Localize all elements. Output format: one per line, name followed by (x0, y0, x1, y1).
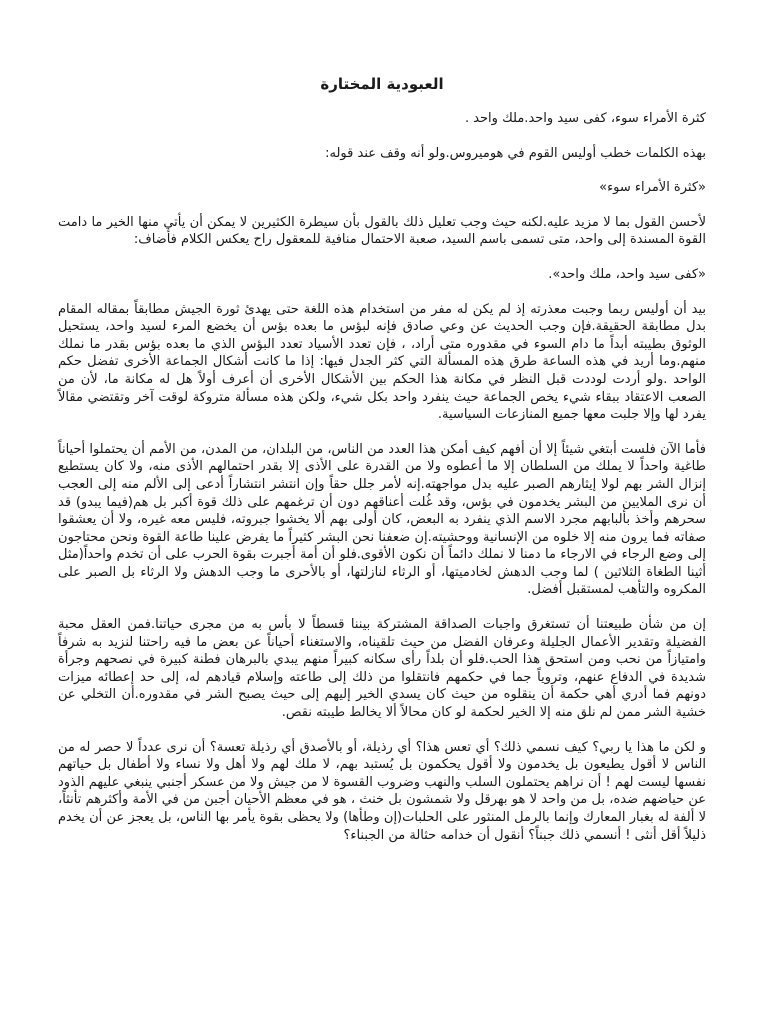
paragraph-6: بيد أن أوليس ربما وجبت معذرته إذ لم يكن له مفر من استخدام هذه اللغة حتى يهدئ ثورة الجيش مطابقاً بمقاله المقام بدل مطابقة الحقيقة.فإن وجب الحديث عن وعي صادق فإنه لبؤس ما بعده بؤس أن يخضع المرء لسيد واحد، يستحيل الوثوق بطيبته أبداً ما دام السوء في مقدوره متى أراد، ، فإن تعدد الأسياد تعدد البؤس الذي ما بعده بؤس بقدر ما نملك منهم.وما أريد في هذه الساعة طرق هذه المسألة التي كثر الجدل فيها: إذا ما كانت أشكال الجماعة الأخرى تفضل حكم الواحد .ولو أردت لوددت قبل النظر في مكانة هذا الحكم بين الأشكال الأخرى أن أعرف أولاً هل له مكانة ما، لأن من الصعب الاعتقاد ببقاء شيء يخص الجماعة حيث ينفرد واحد بكل شيء، ولكن هذه مسألة متروكة لوقت آخر وتقتضي مقالاً يفرد لها وإلا جلبت معها جميع المنازعات السياسية. (58, 301, 706, 423)
paragraph-9: و لكن ما هذا يا ربي؟ كيف نسمي ذلك؟ أي تعس هذا؟ أي رذيلة، أو بالأصدق أي رذيلة تعسة؟ أن نرى عدداً لا حصر له من الناس لا أقول يطيعون بل يخدمون ولا أقول يحكمون بل يُستبد بهم، لا ملك لهم ولا أهل ولا نساء ولا أطفال بل حياتهم نفسها ليست لهم ! أن نراهم يحتملون السلب والنهب وضروب القسوة لا من جيش ولا من عسكر أجنبي ينبغي عليهم الذود عن حياضهم ضده، بل من واحد لا هو بهرقل ولا شمشون بل خنث ، هو في معظم الأحيان أجبن من في الأمة وأكثرهم تأنثاً، لا ألفة له بغبار المعارك وإنما بالرمل المنثور على الحلبات(إن وطأها) ولا يحظى بقوة يأمر بها الناس، بل يعجز عن أن يخدم ذليلاً أقل أنثى ! أنسمي ذلك جبناً؟ أنقول أن خدامه حثالة من الجبناء؟ (58, 739, 706, 843)
paragraph-5-quote: «كفى سيد واحد، ملك واحد». (548, 266, 706, 282)
paragraph-2: بهذه الكلمات خطب أوليس القوم في هوميروس.ولو أنه وقف عند قوله: (325, 145, 706, 161)
paragraph-4: لأحسن القول بما لا مزيد عليه.لكنه حيث وجب تعليل ذلك بالقول بأن سيطرة الكثيرين لا يمكن أن يأتي منها الخير ما دامت القوة المسندة إلى واحد، متى تسمى باسم السيد، صعبة الاحتمال منافية للمعقول راح يعكس الكلام فأضاف: (58, 214, 706, 248)
paragraph-7: فأما الآن فلست أبتغي شيئاً إلا أن أفهم كيف أمكن هذا العدد من الناس، من البلدان، من المدن، من الأمم أن يحتملوا أحياناً طاغية واحداً لا يملك من السلطان إلا ما أعطوه ولا من القدرة على الأذى إلا بقدر احتمالهم الأذى منه، ولا كان يستطيع إنزال الشر بهم لولا إيثارهم الصبر عليه بدل مواجهته.إنه لأمر جلل حقاً وإن انتشر انتشاراً أدعى إلى الألم منه إلى العجب أن نرى الملايين من البشر يخدمون في بؤس، وقد غُلت أعناقهم دون أن ترغمهم على ذلك قوة أكبر بل هم(فيما يبدو) قد سحرهم وأخذ بألبابهم مجرد الاسم الذي ينفرد به البعض، كان أولى بهم ألا يخشوا جبروته، فليس معه غيره، ولا أن يعشقوا صفاته فما يرون منه إلا خلوه من الإنسانية ووحشيته.إن ضعفنا نحن البشر كثيراً ما يفرض علينا طاعة القوة ونحن محتاجون إلى وضع الرجاء في الارجاء ما دمنا لا نملك دائماً أن نكون الأقوى.فلو أن أمة أجبرت بقوة الحرب على أن تخدم واحداً(مثل أثينا الطغاة الثلاثين ) لما وجب الدهش لخادميتها، أو الرثاء لنازلتها، أو بالأحرى ما وجب الدهش ولا الرثاء بل الصبر على المكروه والتأهب لمستقبل أفضل. (58, 441, 706, 598)
paragraph-1: كثرة الأمراء سوء، كفى سيد واحد.ملك واحد . (464, 111, 706, 126)
paragraph-8: إن من شأن طبيعتنا أن تستغرق واجبات الصداقة المشتركة بيننا قسطاً لا بأس به من مجرى حياتنا.فمن العقل محبة الفضيلة وتقدير الأعمال الجليلة وعرفان الفضل من حيث تلقيناه، والاستغناء أحياناً عن بعض ما فيه راحتنا لنزيد به شرفاً وامتيازاً من نحب ومن استحق هذا الحب.فلو أن بلداً رأى سكانه كبيراً منهم يبدي بالبرهان فطنة كبيرة في نصحهم وجرأة شديدة في الدفاع عنهم، وتروياً جما في حكمهم فانتقلوا من ذلك إلى طاعته وإسلام قيادهم له، إلى حد إعطائه ميزات دونهم فما أدري أهي حكمة أن ينقلوه من حيث كان يسدي الخير إليهم إلى حيث يصبح الشر في مقدوره.أن التخلي عن خشية الشر ممن لم نلق منه إلا الخير لحكمة لو كان محالاً ألا يخالط طيبته نقص. (58, 617, 706, 721)
document-title: العبودية المختارة (320, 75, 444, 93)
paragraph-3-quote: «كثرة الأمراء سوء» (599, 180, 706, 196)
